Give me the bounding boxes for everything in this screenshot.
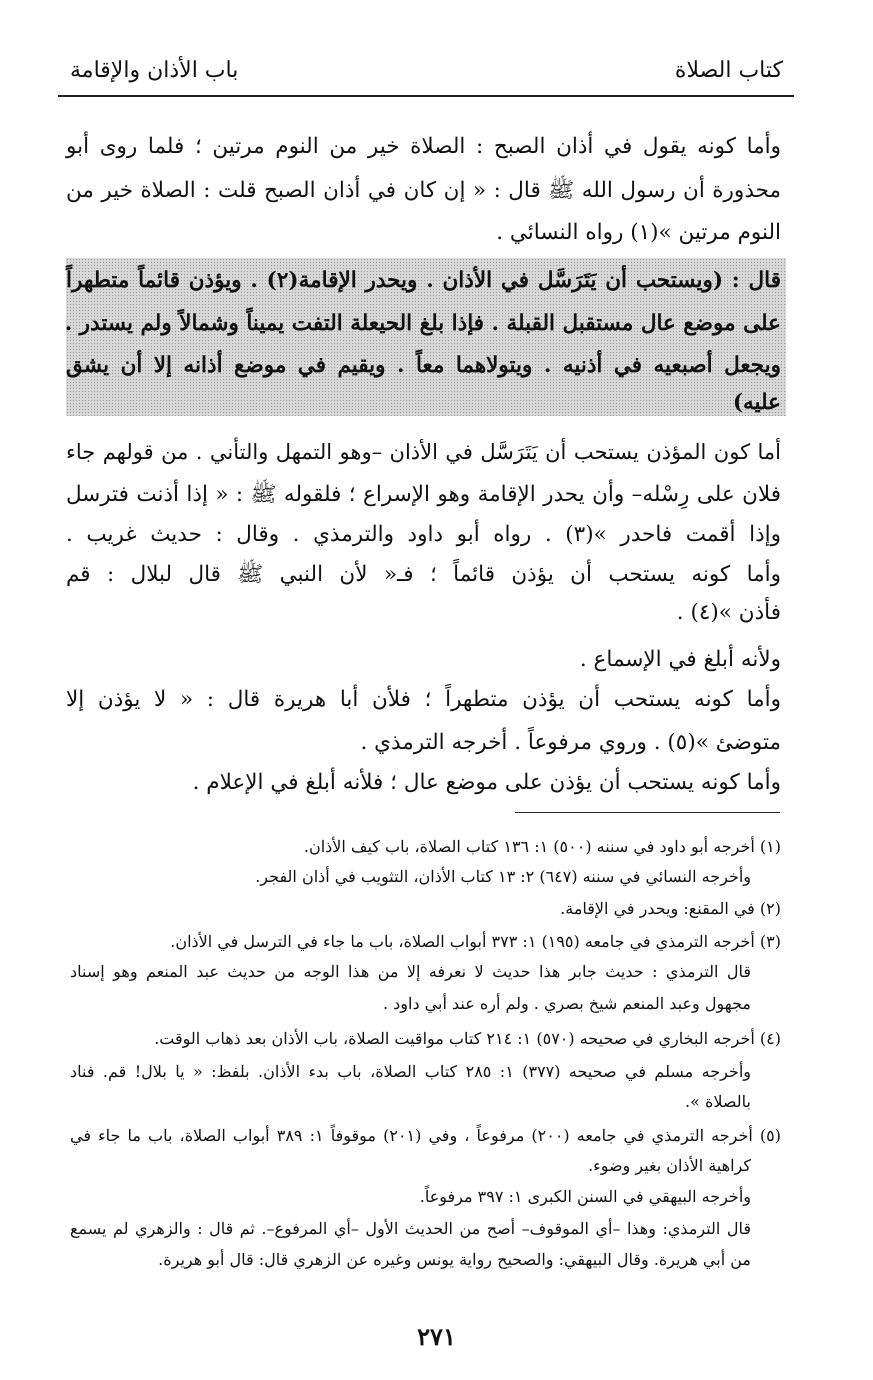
footnote-line: من أبي هريرة. وقال البيهقي: والصحيح رواية يونس وغيره عن الزهري قال: قال أبو هريرة. xyxy=(158,1250,751,1269)
footnote-line: قال الترمذي : حديث جابر هذا حديث لا نعرفه إلا من هذا الوجه من حديث عبد المنعم وهو إسناد xyxy=(70,962,751,981)
body-line: فأذن »(٤) . xyxy=(676,600,781,625)
matn-line: عليه) xyxy=(732,390,781,415)
page-number: ٢٧١ xyxy=(417,1322,456,1351)
matn-line: ويجعل أصبعيه في أذنيه . ويتولاهما معاً . ويقيم في موضع أذانه إلا أن يشق xyxy=(66,353,781,378)
footnote-line: وأخرجه البيهقي في السنن الكبرى ١: ٣٩٧ مرفوعاً. xyxy=(419,1187,751,1206)
footnote-line: بالصلاة ». xyxy=(685,1092,751,1111)
body-line: أما كون المؤذن يستحب أن يَتَرَسَّل في الأذان –وهو التمهل والتأني . من قولهم جاء xyxy=(66,440,781,464)
footnote-line: (٥) أخرجه الترمذي في جامعه (٢٠٠) مرفوعاً ، وفي (٢٠١) موقوفاً ١: ٣٨٩ أبواب الصلاة، باب ما جاء في xyxy=(70,1126,782,1145)
running-header-book: كتاب الصلاة xyxy=(674,58,783,83)
body-line: النوم مرتين »(١) رواه النسائي . xyxy=(496,220,781,245)
body-line: وأما كونه يستحب أن يؤذن متطهراً ؛ فلأن أبا هريرة قال : « لا يؤذن إلا xyxy=(66,687,781,712)
footnote-line: كراهية الأذان بغير وضوء. xyxy=(588,1156,751,1175)
footnote-rule xyxy=(515,812,780,813)
footnote-line: وأخرجه النسائي في سننه (٦٤٧) ٢: ١٣ كتاب الأذان، التثويب في أذان الفجر. xyxy=(255,867,751,886)
matn-line: قال : (ويستحب أن يَتَرَسَّل في الأذان . ويحدر الإقامة(٢) . ويؤذن قائماً متطهراً xyxy=(66,268,781,293)
footnote-line: (٣) أخرجه الترمذي في جامعه (١٩٥) ١: ٣٧٣ أبواب الصلاة، باب ما جاء في الترسل في الأذان. xyxy=(170,932,781,951)
body-line: ولأنه أبلغ في الإسماع . xyxy=(579,647,781,672)
body-line: محذورة أن رسول الله ﷺ قال : « إن كان في أذان الصبح قلت : الصلاة خير من xyxy=(66,178,781,203)
body-line: وإذا أقمت فاحدر »(٣) . رواه أبو داود والترمذي . وقال : حديث غريب . xyxy=(66,522,781,547)
matn-line: على موضع عال مستقبل القبلة . فإذا بلغ الحيعلة التفت يميناً وشمالاً ولم يستدر . xyxy=(64,311,781,336)
body-line: متوضئ »(٥) . وروي مرفوعاً . أخرجه الترمذي . xyxy=(360,730,781,755)
footnote-line: (١) أخرجه أبو داود في سننه (٥٠٠) ١: ١٣٦ كتاب الصلاة، باب كيف الأذان. xyxy=(303,837,781,856)
body-line: فلان على رِسْله– وأن يحدر الإقامة وهو الإسراع ؛ فلقوله ﷺ : « إذا أذنت فترسل xyxy=(66,482,781,507)
running-header-chapter: باب الأذان والإقامة xyxy=(70,58,239,83)
body-line: وأما كونه يقول في أذان الصبح : الصلاة خير من النوم مرتين ؛ فلما روى أبو xyxy=(66,134,781,159)
footnote-line: وأخرجه مسلم في صحيحه (٣٧٧) ١: ٢٨٥ كتاب الصلاة، باب بدء الأذان. بلفظ: « يا بلال! قم. فناد xyxy=(70,1062,751,1081)
footnote-line: قال الترمذي: وهذا –أي الموقوف– أصح من الحديث الأول –أي المرفوع–. ثم قال : والزهري لم يسمع xyxy=(70,1219,751,1238)
body-line: وأما كونه يستحب أن يؤذن قائماً ؛ فـ« لأن النبي ﷺ قال لبلال : قم xyxy=(66,562,781,587)
body-line: وأما كونه يستحب أن يؤذن على موضع عال ؛ فلأنه أبلغ في الإعلام . xyxy=(192,770,781,795)
header-rule xyxy=(58,95,794,97)
footnote-line: (٢) في المقنع: ويحدر في الإقامة. xyxy=(560,899,781,918)
footnote-line: مجهول وعبد المنعم شيخ بصري . ولم أره عند أبي داود . xyxy=(382,994,751,1013)
footnote-line: (٤) أخرجه البخاري في صحيحه (٥٧٠) ١: ٢١٤ كتاب مواقيت الصلاة، باب الأذان بعد ذهاب الوقت. xyxy=(154,1029,781,1048)
